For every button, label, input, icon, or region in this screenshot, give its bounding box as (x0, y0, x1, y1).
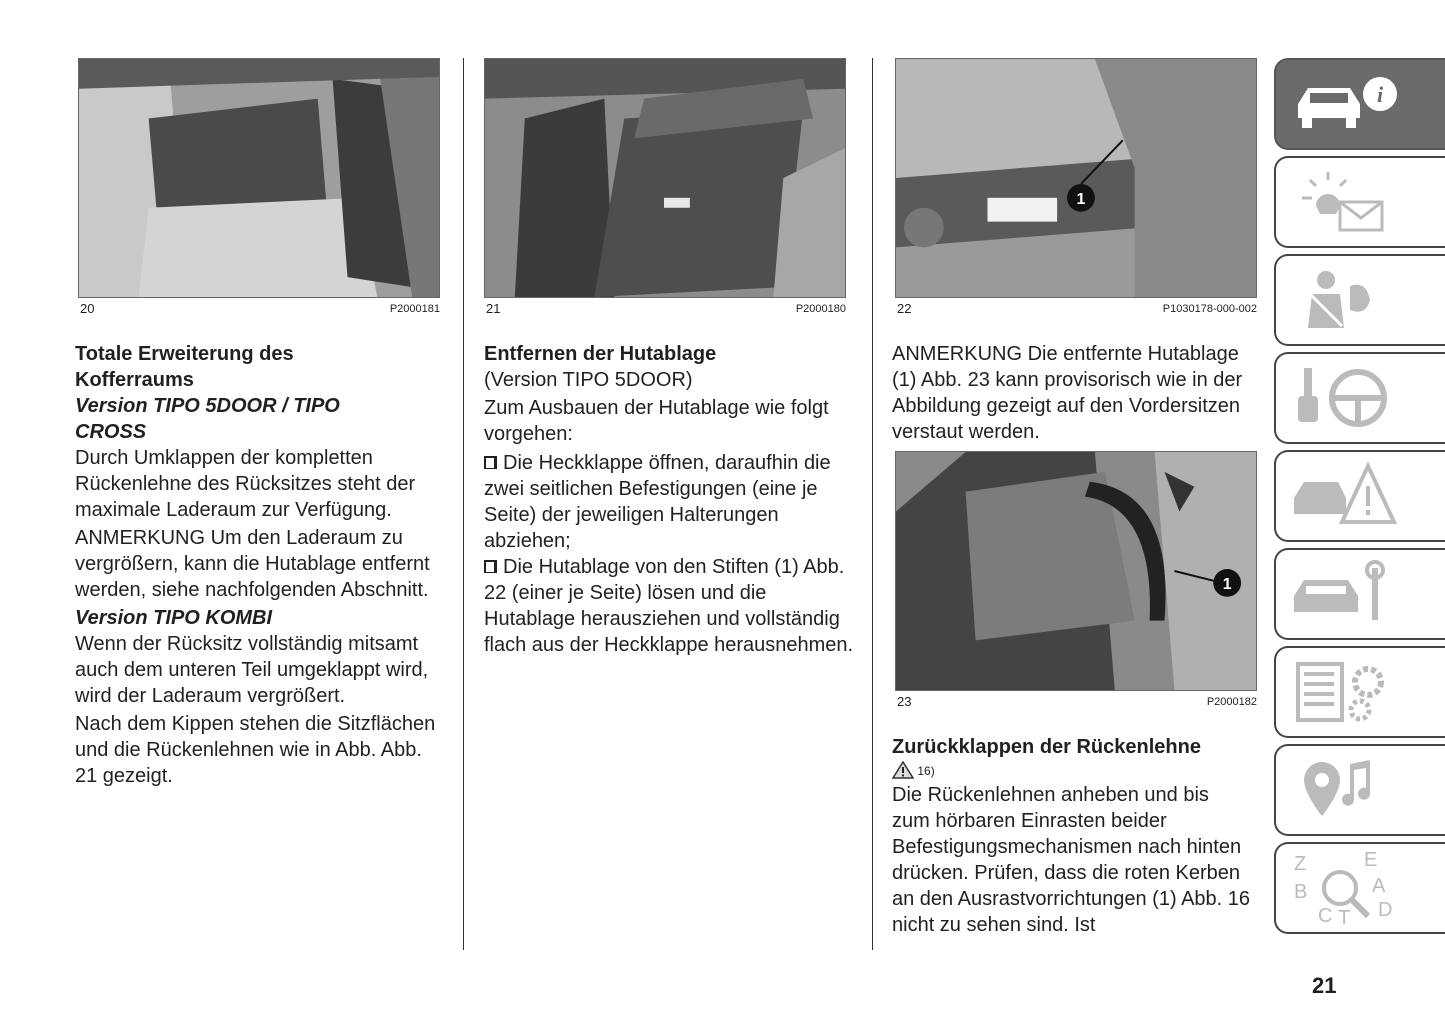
bullet-item: Die Hutablage von den Stiften (1) Abb. 22 (einer je Seite) lösen und die Hutablage herausziehen und vollständig flach aus der Heckklappe herausnehmen. (484, 556, 854, 656)
tab-maintenance[interactable] (1274, 548, 1445, 640)
tab-car-info[interactable] (1274, 58, 1445, 150)
warning-reference: 16) (892, 760, 1262, 782)
version-subheading: Version TIPO KOMBI (75, 607, 273, 629)
note-paragraph: ANMERKUNG Um den Laderaum zu vergrößern, kann die Hutablage entfernt werden, siehe nachfolgenden Abschnitt. (75, 527, 430, 601)
paragraph: Nach dem Kippen stehen die Sitzflächen und die Rückenlehnen wie in Abb. Abb. 21 gezeigt. (75, 713, 436, 787)
callout-label: 1 (1076, 190, 1086, 208)
svg-text:i: i (1376, 82, 1384, 107)
figure-21-caption (484, 301, 846, 319)
column-1 (75, 58, 443, 791)
figure-21-photo (484, 58, 846, 298)
section-heading: Entfernen der Hutablage (484, 343, 717, 365)
paragraph: Zum Ausbauen der Hutablage wie folgt vorgehen: (484, 397, 829, 445)
figure-20-caption (78, 301, 440, 319)
section-heading: Zurückklappen der Rückenlehne (892, 736, 1201, 758)
figure-20-photo (78, 58, 440, 298)
section-heading: Totale Erweiterung des Kofferraums (75, 343, 294, 391)
figure-number: 20 (80, 301, 95, 316)
figure-number: 22 (897, 301, 912, 316)
figure-code: P2000181 (389, 303, 440, 315)
multimedia-icon (1288, 754, 1398, 824)
figure-23-photo (895, 451, 1257, 691)
figure-code: P2000180 (795, 303, 846, 315)
tab-technical-data[interactable] (1274, 646, 1445, 738)
version-note: (Version TIPO 5DOOR) (484, 369, 693, 391)
figure-code: P1030178-000-002 (1162, 303, 1257, 315)
tab-safety[interactable] (1274, 254, 1445, 346)
index-letter: D (1378, 899, 1393, 921)
warning-triangle-icon (892, 761, 914, 779)
figure-23-caption (895, 694, 1257, 712)
bullet-item: Die Heckklappe öffnen, daraufhin die zwei seitlichen Befestigungen (eine je Seite) der jeweiligen Halterungen abziehen; (484, 452, 831, 552)
safety-airbag-icon (1288, 264, 1398, 334)
key-steering-icon (1288, 362, 1398, 432)
callout-label: 1 (1222, 575, 1232, 593)
tab-multimedia[interactable] (1274, 744, 1445, 836)
index-icon (1288, 848, 1398, 924)
index-letter: Z (1294, 853, 1307, 875)
version-subheading: Version TIPO 5DOOR / TIPO CROSS (75, 395, 340, 443)
figure-number: 21 (486, 301, 501, 316)
column-divider-2 (872, 58, 873, 950)
tab-index[interactable] (1274, 842, 1445, 934)
bullet-square-icon (484, 456, 497, 469)
column-2 (484, 58, 854, 658)
tab-warning-lights[interactable] (1274, 156, 1445, 248)
paragraph: Wenn der Rücksitz vollständig mitsamt auch dem unteren Teil umgeklappt wird, wird der Laderaum vergrößert. (75, 633, 429, 707)
index-letter: A (1372, 875, 1386, 897)
tab-starting-driving[interactable] (1274, 352, 1445, 444)
tab-emergency[interactable] (1274, 450, 1445, 542)
chapter-tabs (1274, 58, 1445, 940)
index-letter: E (1364, 849, 1378, 871)
paragraph: Die Rückenlehnen anheben und bis zum hörbaren Einrasten beider Befestigungsmechanismen nach hinten drücken. Prüfen, dass die roten Kerben an den Ausrastvorrichtungen (1) Abb. 16 nicht zu sehen sind. Ist (892, 784, 1251, 936)
car-info-icon (1288, 68, 1398, 138)
paragraph: Durch Umklappen der kompletten Rückenlehne des Rücksitzes steht der maximale Laderaum zur Verfügung. (75, 447, 416, 521)
page-number: 21 (1312, 973, 1337, 998)
warning-lights-icon (1288, 166, 1398, 236)
emergency-icon (1288, 460, 1398, 530)
figure-22-photo (895, 58, 1257, 298)
figure-number: 23 (897, 694, 912, 709)
index-letter: T (1338, 907, 1351, 924)
note-paragraph: ANMERKUNG Die entfernte Hutablage (1) Abb. 23 kann provisorisch wie in der Abbildung gezeigt auf den Vordersitzen verstaut werden. (892, 343, 1243, 443)
column-divider-1 (463, 58, 464, 950)
car-maintenance-icon (1288, 558, 1398, 628)
figure-22-caption (895, 301, 1257, 319)
index-letter: B (1294, 881, 1308, 903)
column-3 (892, 58, 1262, 940)
technical-data-icon (1288, 656, 1398, 726)
bullet-square-icon (484, 560, 497, 573)
figure-code: P2000182 (1206, 696, 1257, 708)
index-letter: C (1318, 905, 1333, 924)
